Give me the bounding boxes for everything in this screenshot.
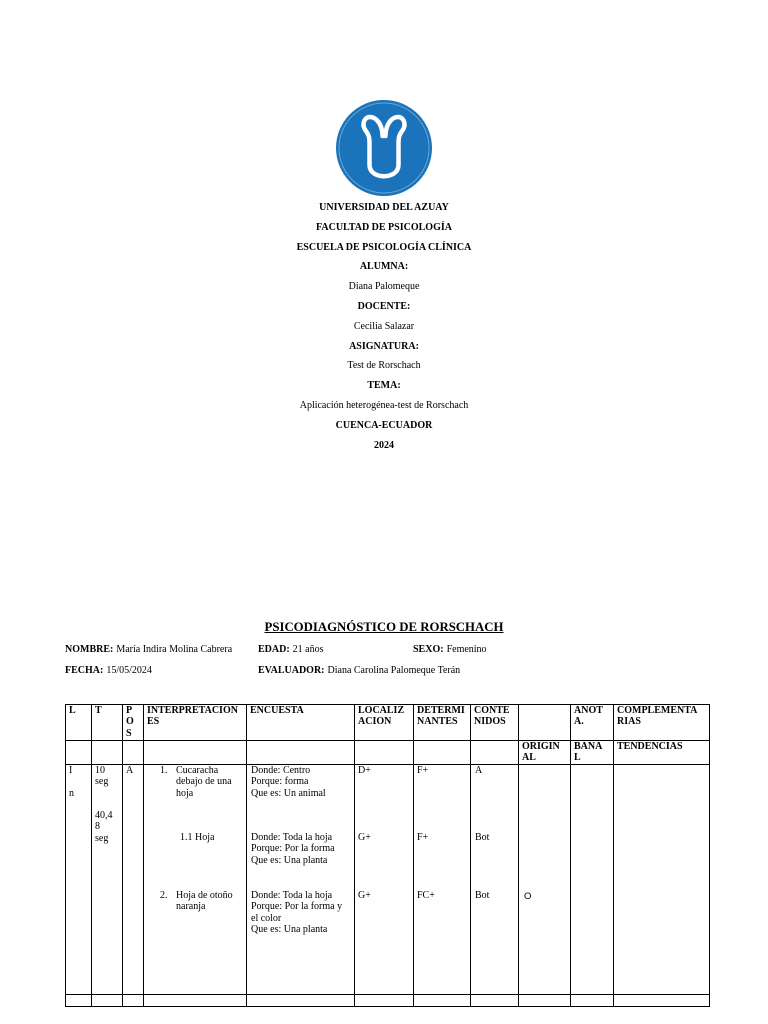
encuesta-line: Que es: Una planta	[251, 923, 328, 935]
university-name: UNIVERSIDAD DEL AZUAY	[319, 202, 449, 213]
response-1-determinantes: F+	[417, 765, 429, 776]
empty-cell	[614, 995, 710, 1007]
name-label: NOMBRE:	[65, 644, 114, 655]
empty-cell	[247, 995, 355, 1007]
date-value: 15/05/2024	[106, 665, 152, 676]
response-2-encuesta	[251, 832, 354, 866]
empty-cell	[144, 995, 247, 1007]
empty-cell	[66, 995, 92, 1007]
empty-cell	[414, 741, 471, 765]
empty-cell	[123, 741, 144, 765]
response-number: 1.	[160, 765, 168, 776]
teacher-name: Cecilia Salazar	[353, 320, 415, 332]
interpretations-cell	[144, 765, 247, 995]
empty-cell	[355, 995, 414, 1007]
encuesta-line: Donde: Centro	[251, 765, 311, 776]
sex-label: SEXO:	[413, 644, 444, 655]
encuesta-line: Que es: Un animal	[251, 787, 326, 799]
col-header-tendencias: TENDENCIAS	[614, 741, 710, 765]
tendencias-cell	[614, 765, 710, 995]
col-header-banal: BANA L	[571, 741, 614, 765]
response-number: 1.1	[180, 832, 193, 843]
name-field	[65, 644, 232, 656]
col-header-contenidos: CONTE NIDOS	[471, 705, 519, 741]
cover-block	[0, 198, 768, 455]
teacher-label: DOCENTE:	[357, 300, 411, 312]
empty-cell	[92, 995, 123, 1007]
response-3-localizacion: G+	[358, 890, 371, 901]
encuesta-line: Porque: forma	[251, 776, 309, 788]
response-3-original: O	[524, 891, 532, 902]
sex-field	[413, 644, 487, 656]
date-label: FECHA:	[65, 665, 104, 676]
encuesta-line: Que es: Una planta	[251, 854, 328, 866]
name-value: María Indira Molina Cabrera	[116, 644, 233, 655]
col-header-determinantes: DETERMI NANTES	[414, 705, 471, 741]
subject-label: ASIGNATURA:	[349, 340, 419, 352]
faculty-name: FACULTAD DE PSICOLOGÍA	[316, 221, 452, 233]
col-header-anotaciones: ANOT A.	[571, 705, 614, 741]
empty-cell	[247, 741, 355, 765]
empty-cell	[571, 995, 614, 1007]
topic-name: Aplicación heterogénea-test de Rorschach	[299, 399, 469, 411]
encuesta-line: Porque: Por la forma	[251, 843, 335, 855]
protocol-title: PSICODIAGNÓSTICO DE RORSCHACH	[264, 620, 504, 634]
response-1-localizacion: D+	[358, 765, 371, 776]
age-field	[258, 644, 324, 656]
empty-cell	[414, 995, 471, 1007]
response-text: Hoja	[195, 832, 215, 843]
col-header-localizacion: LOCALIZ ACION	[355, 705, 414, 741]
subject-name: Test de Rorschach	[347, 360, 421, 372]
response-2-contenidos: Bot	[475, 832, 490, 843]
date-field	[65, 665, 152, 677]
determinantes-cell	[414, 765, 471, 995]
age-label: EDAD:	[258, 644, 290, 655]
response-1-encuesta	[251, 765, 354, 799]
posicion-cell: A	[123, 765, 144, 995]
col-header-original: ORIGIN AL	[519, 741, 571, 765]
empty-cell	[92, 741, 123, 765]
sex-value: Femenino	[446, 644, 487, 655]
encuesta-line: Donde: Toda la hoja	[251, 890, 333, 901]
empty-cell	[144, 741, 247, 765]
empty-cell	[66, 741, 92, 765]
response-2-determinantes: F+	[417, 832, 429, 843]
col-header-posicion: P O S	[123, 705, 144, 741]
col-header-empty	[519, 705, 571, 741]
evaluator-value: Diana Carolina Palomeque Terán	[327, 665, 461, 676]
empty-cell	[471, 741, 519, 765]
empty-cell	[123, 995, 144, 1007]
response-3-determinantes: FC+	[417, 890, 435, 901]
encuesta-line: Porque: Por la forma y el color	[251, 901, 343, 924]
lamina-cell: I n	[66, 765, 92, 995]
student-label: ALUMNA:	[359, 261, 409, 273]
topic-label: TEMA:	[367, 380, 401, 392]
empty-cell	[519, 995, 571, 1007]
logo-circle	[336, 100, 432, 196]
encuesta-cell	[247, 765, 355, 995]
encuesta-line: Donde: Toda la hoja	[251, 832, 333, 843]
response-2-localizacion: G+	[358, 832, 371, 843]
school-name: ESCUELA DE PSICOLOGÍA CLÍNICA	[296, 241, 472, 253]
banal-cell	[571, 765, 614, 995]
evaluator-label: EVALUADOR:	[258, 665, 325, 676]
evaluator-field	[258, 665, 460, 677]
university-logo-icon	[336, 100, 432, 196]
response-text: Hoja de otoño naranja	[176, 890, 233, 913]
empty-cell	[471, 995, 519, 1007]
empty-cell	[355, 741, 414, 765]
response-text: Cucaracha debajo de una hoja	[176, 765, 232, 799]
rorschach-table	[65, 704, 710, 1007]
age-value: 21 años	[292, 644, 324, 655]
response-3-contenidos: Bot	[475, 890, 490, 901]
col-header-lamina: L	[66, 705, 92, 741]
tiempo-cell: 10 seg 40,4 8 seg	[92, 765, 123, 995]
col-header-tiempo: T	[92, 705, 123, 741]
response-3-encuesta	[251, 890, 354, 935]
year-line: 2024	[374, 439, 394, 451]
col-header-interpretaciones: INTERPRETACION ES	[144, 705, 247, 741]
localizacion-cell	[355, 765, 414, 995]
original-cell	[519, 765, 571, 995]
city-line: CUENCA-ECUADOR	[335, 419, 433, 431]
col-header-encuesta: ENCUESTA	[247, 705, 355, 741]
student-name: Diana Palomeque	[348, 281, 420, 293]
response-number: 2.	[160, 890, 168, 901]
col-header-complementarias: COMPLEMENTA RIAS	[614, 705, 710, 741]
contenidos-cell	[471, 765, 519, 995]
response-1-contenidos: A	[475, 765, 483, 776]
